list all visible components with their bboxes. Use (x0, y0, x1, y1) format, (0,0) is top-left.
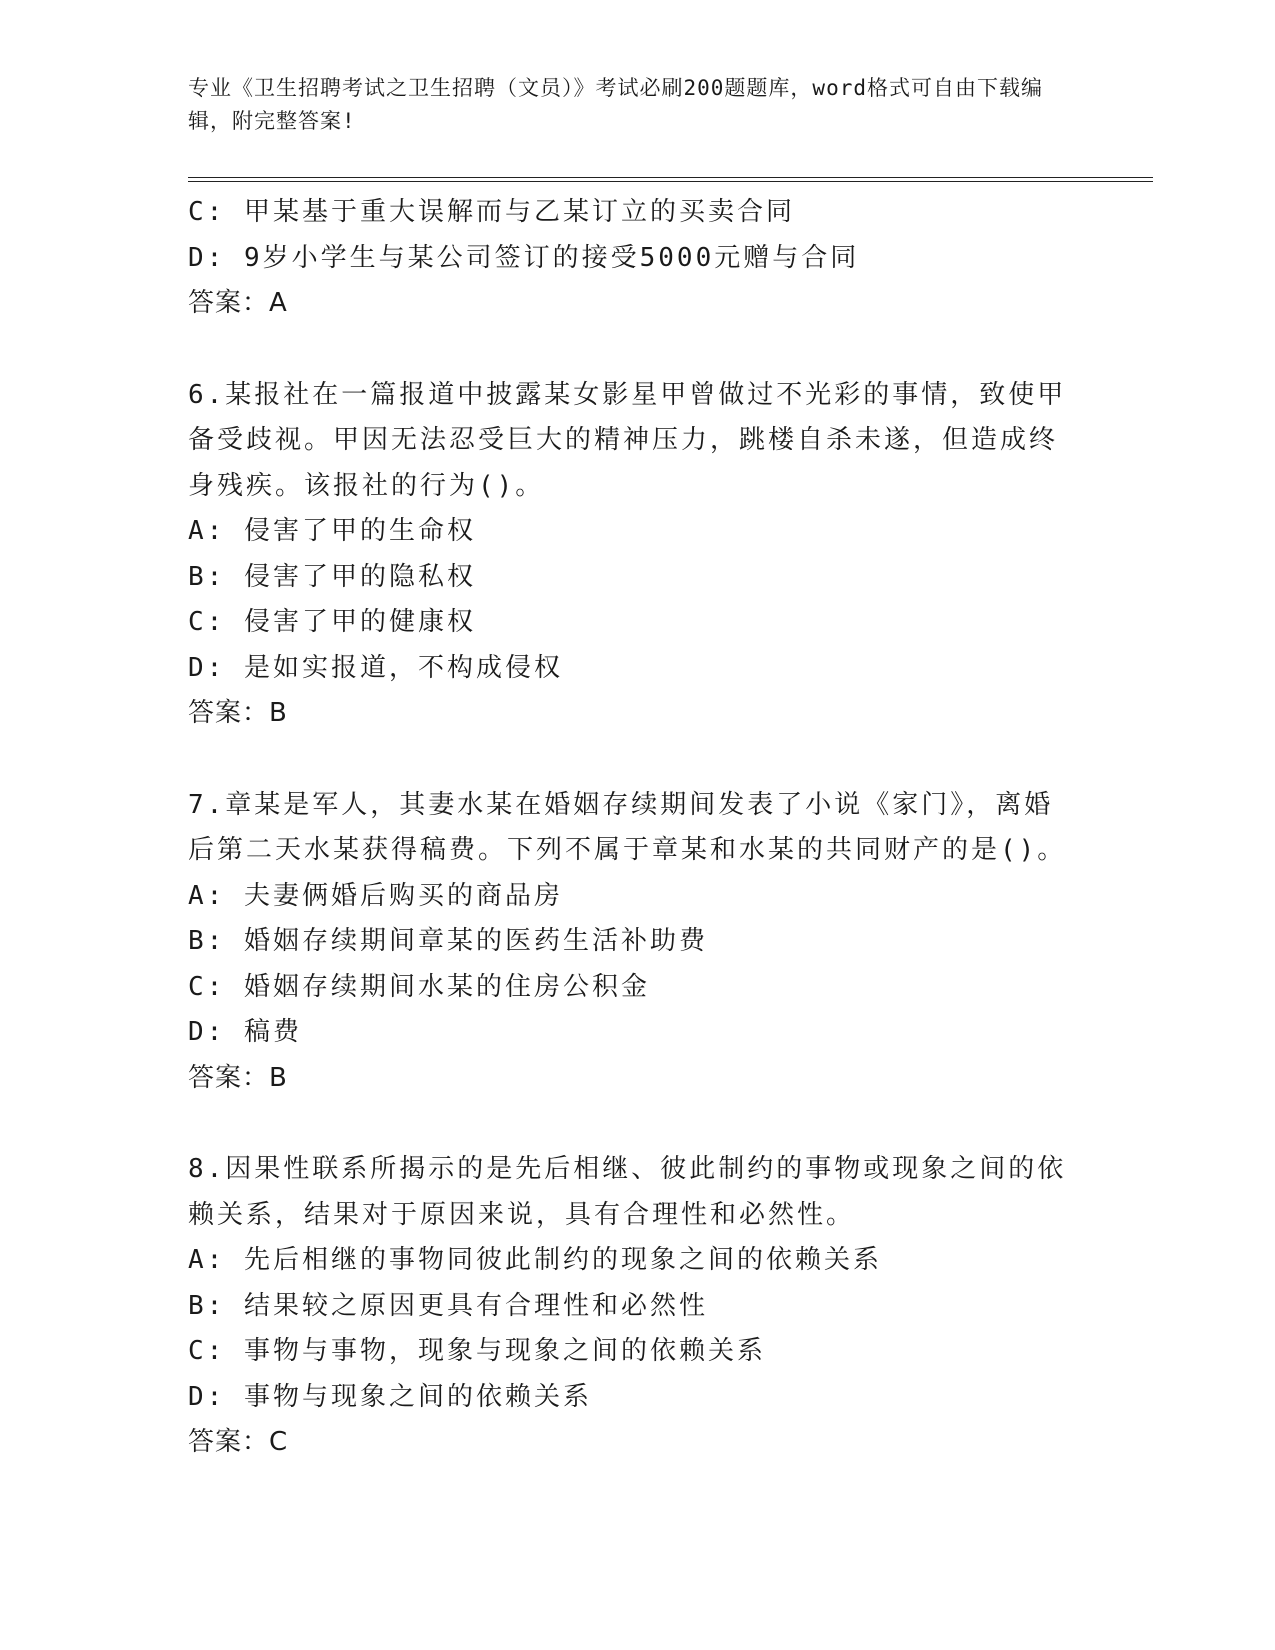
question-5-continuation (188, 190, 1088, 327)
question-6 (188, 373, 1088, 737)
option-d: D: 稿费 (188, 1017, 302, 1047)
option-c: C: 事物与事物，现象与现象之间的依赖关系 (188, 1336, 766, 1366)
question-stem-line: 赖关系，结果对于原因来说，具有合理性和必然性。 (188, 1199, 856, 1230)
option-c: C: 婚姻存续期间水某的住房公积金 (188, 971, 650, 1002)
question-stem-line: 备受歧视。甲因无法忍受巨大的精神压力，跳楼自杀未遂，但造成终 (188, 425, 1059, 455)
question-content (188, 190, 1088, 1466)
answer: 答案：A (188, 288, 288, 318)
spacer (188, 1101, 1088, 1147)
answer: 答案：B (188, 698, 288, 728)
question-stem-line: 身残疾。该报社的行为()。 (188, 470, 545, 501)
option-d: D: 是如实报道，不构成侵权 (188, 652, 563, 683)
option-c: C: 侵害了甲的健康权 (188, 607, 476, 637)
question-7 (188, 783, 1088, 1102)
option-c: C: 甲某基于重大误解而与乙某订立的买卖合同 (188, 197, 795, 227)
question-stem-line: 后第二天水某获得稿费。下列不属于章某和水某的共同财产的是()。 (188, 835, 1067, 865)
spacer (188, 737, 1088, 783)
document-header: 专业《卫生招聘考试之卫生招聘（文员）》考试必刷200题题库，word格式可自由下载编辑，附完整答案! (188, 76, 1043, 133)
question-stem-line: 6.某报社在一篇报道中披露某女影星甲曾做过不光彩的事情，致使甲 (188, 379, 1067, 410)
option-a: A: 先后相继的事物同彼此制约的现象之间的依赖关系 (188, 1245, 882, 1275)
option-a: A: 夫妻俩婚后购买的商品房 (188, 880, 563, 911)
question-stem-line: 8.因果性联系所揭示的是先后相继、彼此制约的事物或现象之间的依 (188, 1154, 1067, 1184)
option-d: D: 9岁小学生与某公司签订的接受5000元赠与合同 (188, 242, 860, 273)
option-a: A: 侵害了甲的生命权 (188, 516, 476, 546)
option-b: B: 侵害了甲的隐私权 (188, 561, 476, 592)
answer: 答案：B (188, 1062, 288, 1093)
option-d: D: 事物与现象之间的依赖关系 (188, 1381, 592, 1412)
question-8 (188, 1147, 1088, 1466)
question-stem-line: 7.章某是军人，其妻水某在婚姻存续期间发表了小说《家门》，离婚 (188, 789, 1054, 820)
option-b: B: 结果较之原因更具有合理性和必然性 (188, 1290, 708, 1321)
header-divider-bottom (188, 181, 1153, 182)
header-divider-top (188, 177, 1153, 178)
spacer (188, 327, 1088, 373)
answer: 答案：C (188, 1427, 289, 1457)
option-b: B: 婚姻存续期间章某的医药生活补助费 (188, 926, 708, 956)
